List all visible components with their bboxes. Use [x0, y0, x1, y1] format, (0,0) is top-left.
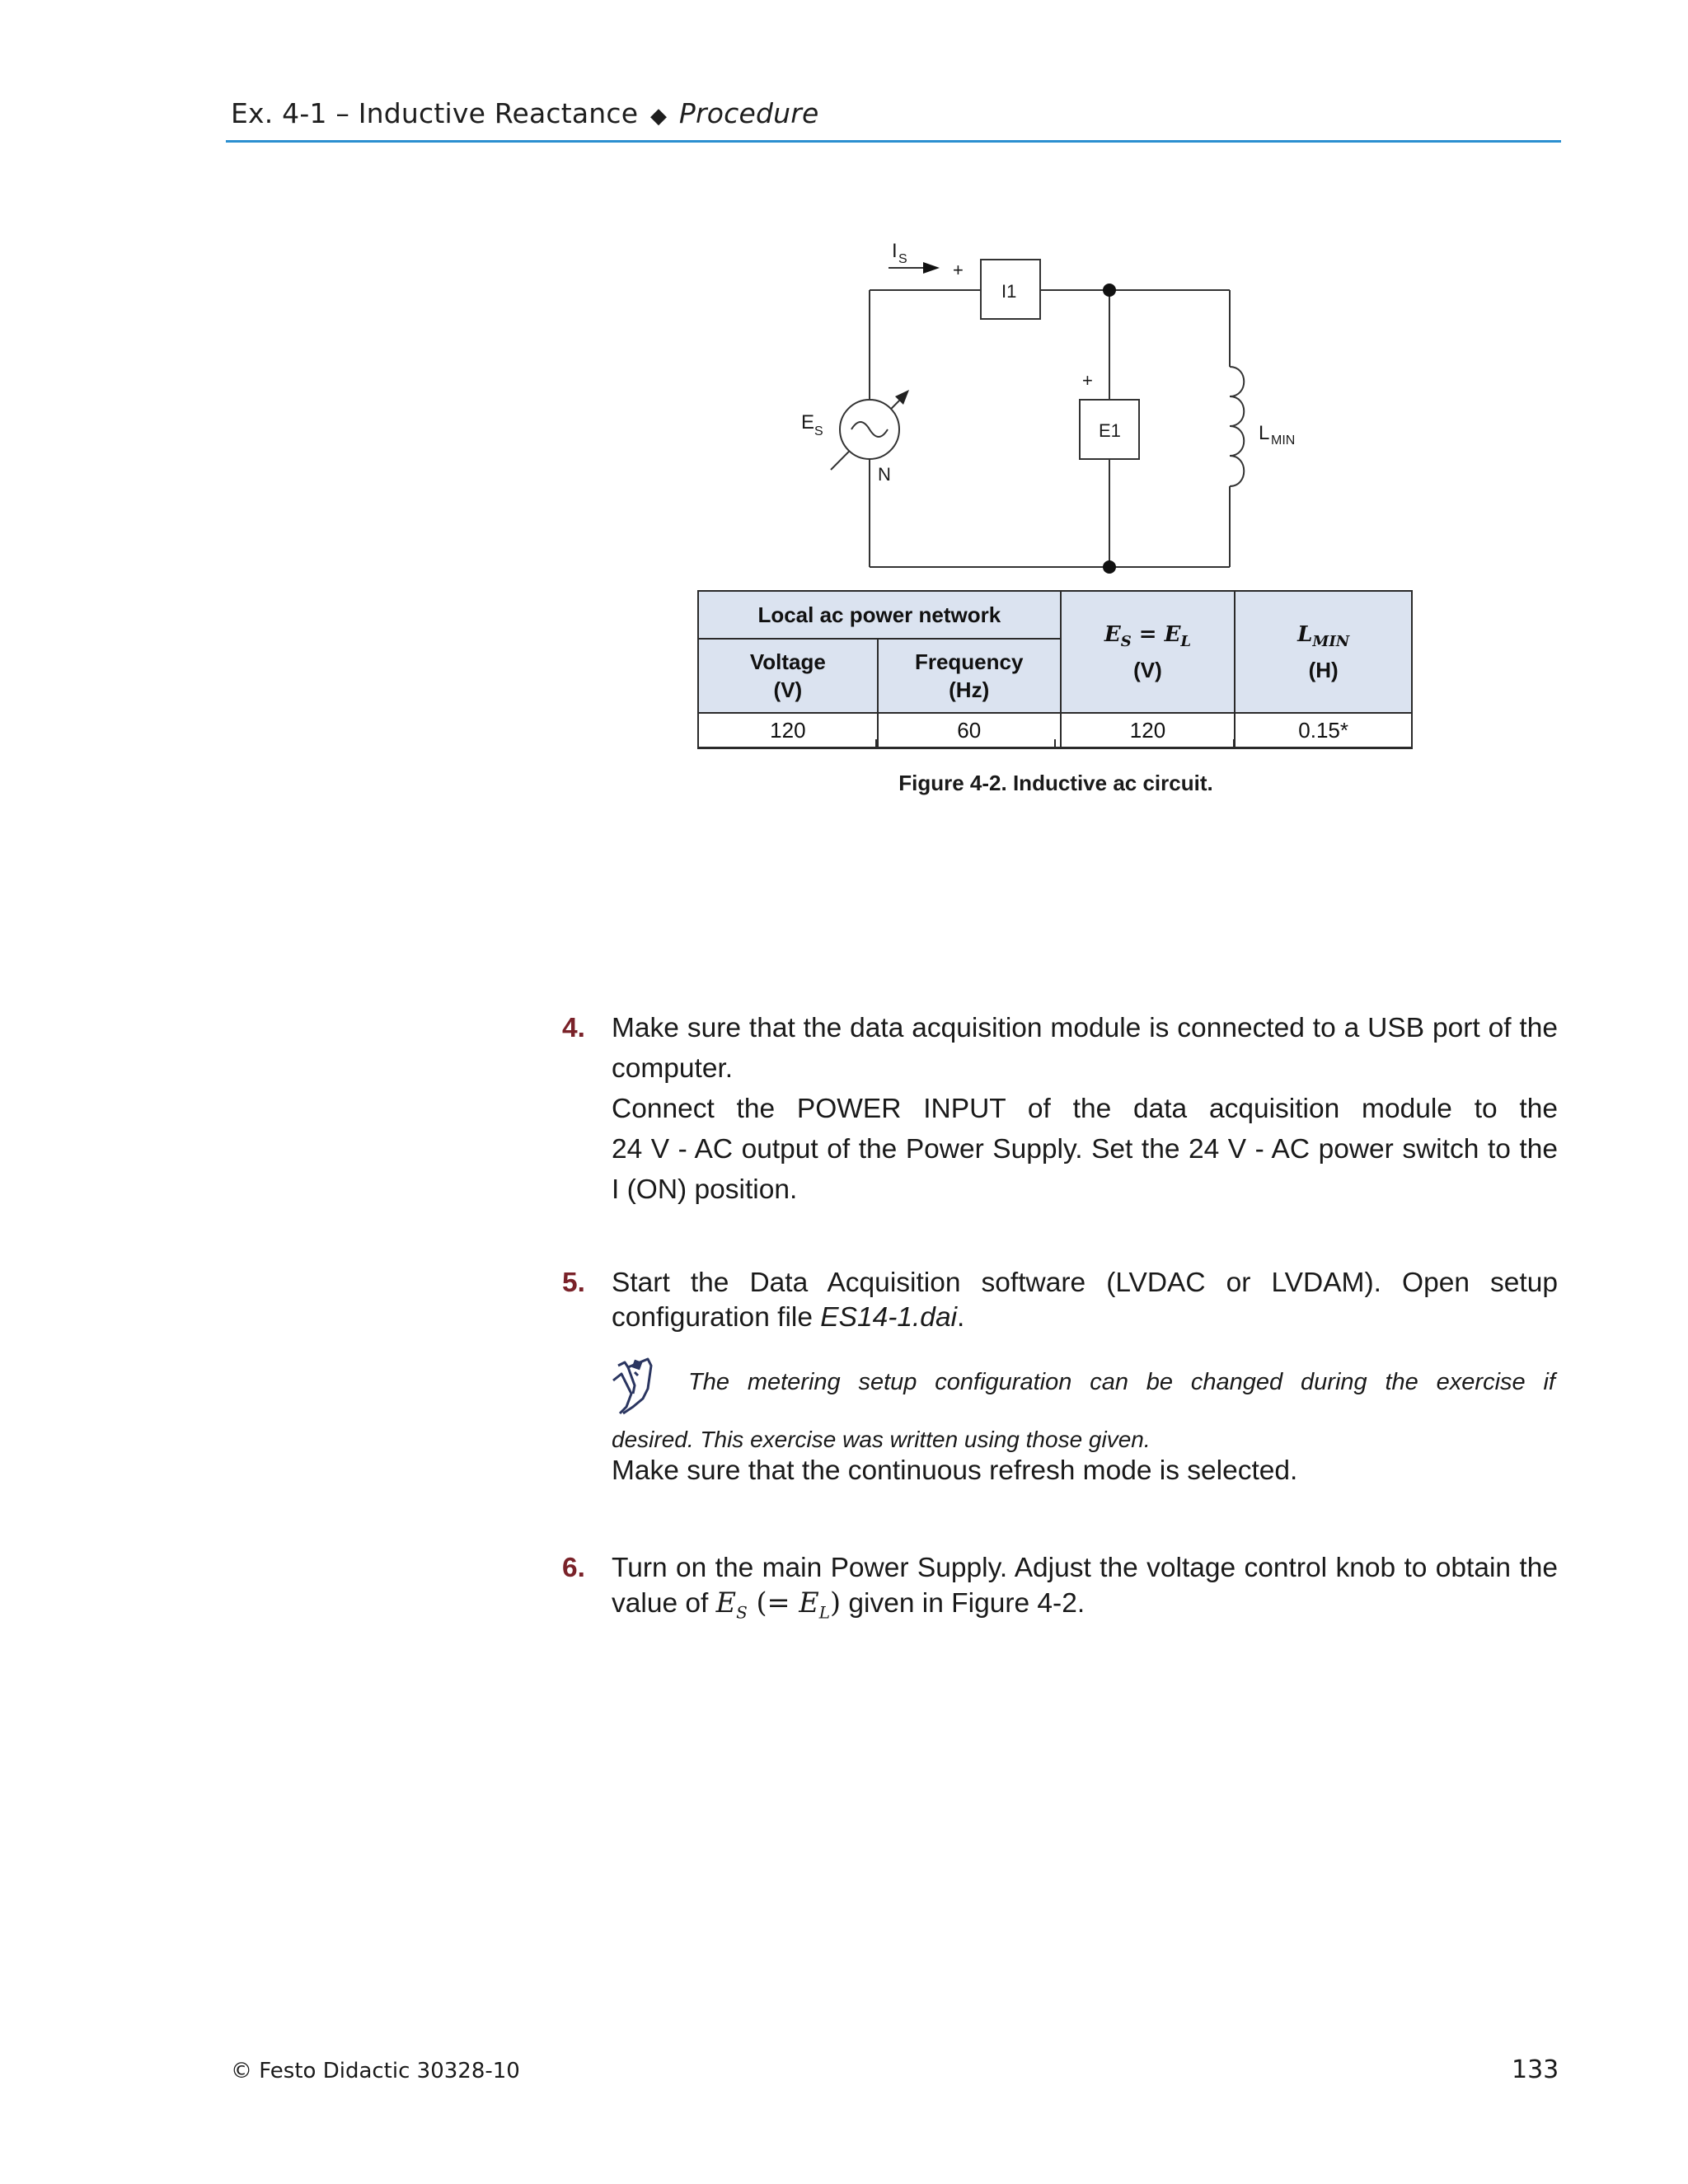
table-bottom-ticks [697, 739, 1413, 751]
step-4-line-2: computer. [612, 1053, 734, 1084]
step-6-line-1: Turn on the main Power Supply. Adjust the voltage control knob to obtain the [612, 1553, 1558, 1583]
source-label-sub: S [814, 424, 823, 438]
step-4-line-3: Connect the POWER INPUT of the data acquisition module to the [612, 1094, 1558, 1124]
step-6-line-2: value of $E_S$ (= $E_L$) given in Figure 4-2. [612, 1586, 1085, 1623]
cell-voltage: 120 [698, 713, 878, 748]
running-header [231, 97, 819, 129]
step-4-line-4: 24 V - AC output of the Power Supply. Set the 24 V - AC power switch to the [612, 1134, 1558, 1165]
inductor-label: L [1259, 422, 1270, 444]
page-number: 133 [1512, 2055, 1559, 2084]
header-rule [226, 140, 1561, 143]
cell-es-el: 120 [1061, 713, 1236, 748]
step-number: 5. [562, 1268, 585, 1298]
step-5-line-3: Make sure that the continuous refresh mode is selected. [612, 1455, 1298, 1486]
table-header-frequency: Frequency (Hz) [878, 639, 1061, 713]
current-label: I [892, 240, 898, 262]
current-label-sub: S [898, 252, 907, 266]
step-5-line-1: Start the Data Acquisition software (LVDAC or LVDAM). Open setup [612, 1268, 1558, 1298]
step-number: 6. [562, 1553, 585, 1583]
ammeter-label: I1 [1001, 281, 1017, 302]
header-section: Procedure [678, 97, 819, 129]
table-group-header: Local ac power network [698, 591, 1061, 639]
junction-dot-top [1103, 284, 1116, 297]
figure-caption: Figure 4-2. Inductive ac circuit. [898, 771, 1213, 795]
table-header-voltage: Voltage (V) [698, 639, 878, 713]
voltmeter-label: E1 [1099, 420, 1121, 441]
circuit-parameters-table [697, 590, 1413, 749]
footer-copyright: © Festo Didactic 30328-10 [231, 2059, 520, 2083]
diamond-separator-icon: ◆ [649, 104, 668, 129]
config-filename: ES14-1.dai [820, 1302, 958, 1333]
voltmeter-plus: + [1082, 370, 1093, 391]
step-5-line-2: configuration file ES14-1.dai. [612, 1302, 965, 1333]
cell-lmin: 0.15* [1235, 713, 1412, 748]
step-4-line-1: Make sure that the data acquisition module is connected to a USB port of the [612, 1013, 1558, 1043]
circuit-diagram [775, 235, 1335, 581]
junction-dot-bottom [1103, 560, 1116, 574]
note-line-2: desired. This exercise was written using those given. [612, 1427, 1151, 1452]
header-title: Ex. 4-1 – Inductive Reactance [231, 97, 639, 129]
table-header-lmin: $L_{MIN}$ (H) [1235, 591, 1412, 713]
step-4-line-5: I (ON) position. [612, 1174, 798, 1205]
source-label: E [801, 411, 815, 434]
inductor-icon [1230, 367, 1244, 486]
note-line-1: The metering setup configuration can be changed during the exercise if [688, 1369, 1555, 1395]
step-number: 4. [562, 1013, 585, 1043]
inductor-label-sub: MIN [1271, 434, 1296, 448]
note-hand-icon [610, 1356, 666, 1420]
ammeter-plus: + [953, 260, 964, 280]
neutral-label: N [878, 464, 891, 485]
cell-frequency: 60 [878, 713, 1061, 748]
table-header-es-el: $E_S = E_L$ (V) [1061, 591, 1236, 713]
